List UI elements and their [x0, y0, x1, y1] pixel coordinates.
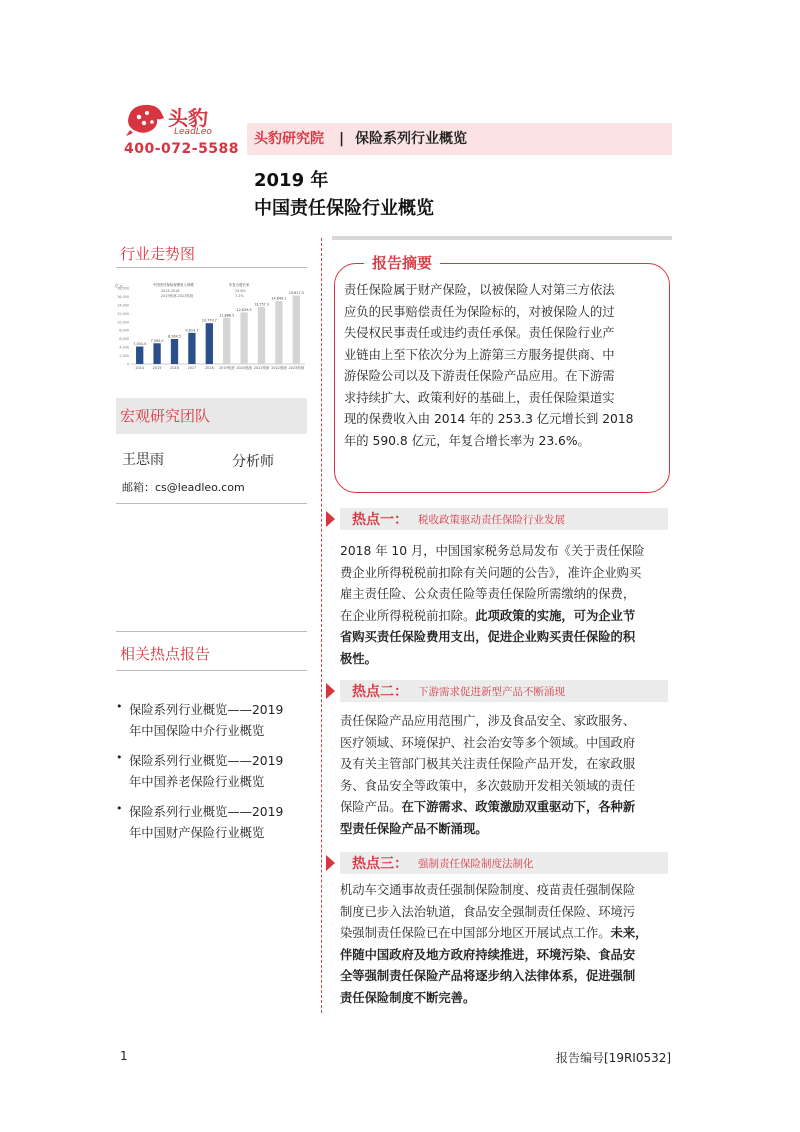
trend-heading: 行业走势图 [120, 245, 196, 263]
bar-value-label: 7,003.4 [133, 341, 147, 346]
bar-value-label: 9,614.7 [185, 328, 199, 333]
x-tick-label: 2017 [187, 366, 197, 370]
chart-bar [223, 318, 230, 364]
related-item-line1: 保险系列行业概览——2019 [129, 754, 284, 768]
chart-bar [153, 343, 160, 364]
cagr-value: 7.1% [235, 294, 244, 298]
top-rule [332, 236, 672, 240]
header-band [247, 123, 672, 155]
bar-value-label: 12,829.5 [236, 307, 252, 312]
hotspot-3-header [326, 852, 668, 874]
related-item-line2: 年中国保险中介行业概览 [129, 724, 265, 738]
chart-bar [171, 339, 178, 364]
summary-heading: 报告摘要 [364, 252, 440, 273]
hotspot-1-key: 热点一： [352, 512, 408, 528]
page-title: 中国责任保险行业概览 [254, 198, 434, 219]
chart-bar [206, 323, 213, 364]
related-item-line1: 保险系列行业概览——2019 [129, 703, 284, 717]
hotspot-2-key: 热点二： [352, 684, 408, 700]
analyst-role: 分析师 [232, 454, 274, 470]
team-band [116, 398, 307, 434]
chart-bar [275, 301, 282, 364]
cagr-value: 23.6% [235, 289, 246, 293]
chart-bar [258, 307, 265, 364]
x-tick-label: 2019预测 [218, 366, 235, 370]
header-series: 保险系列行业概览 [355, 131, 467, 147]
x-tick-label: 2020预测 [236, 366, 252, 370]
related-heading: 相关热点报告 [120, 645, 211, 663]
bar-value-label: 8,264.5 [168, 334, 181, 339]
x-tick-label: 2014 [135, 366, 145, 370]
x-tick-label: 2018 [204, 366, 214, 370]
summary-text: 责任保险属于财产保险，以被保险人对第三方依法 应负的民事赔偿责任为保险标的，对被保险人的过 失侵权民事责任或违约责任承保。责任保险行业产 业链由上至下依次分为上游第三方服务提供商、中 游保险公司以及下游责任保险产品应用。在下游需 求持续扩大、政策利好的基础上，责任保险渠道实 现的保费收入由 2014 年的 253.3 亿元增长到 2018 年的 590.8 亿元，年复合增长率为 23.6%。 [344, 283, 634, 448]
hotspot-2-subtitle: 下游需求促进新型产品不断涌现 [418, 686, 565, 698]
chart-bar [136, 346, 143, 364]
team-rule [116, 503, 307, 504]
analyst-name: 王思雨 [122, 452, 164, 468]
bar-value-label: 13,757.3 [253, 302, 270, 307]
report-number: 报告编号[19RI0532] [556, 1051, 672, 1065]
bar-value-label: 10,770.7 [201, 318, 217, 323]
bar-value-label: 14,649.1 [271, 296, 287, 301]
header-separator: | [339, 131, 345, 147]
hotspot-2-header [326, 680, 668, 702]
leopard-logo-icon [124, 100, 166, 138]
related-top-rule [116, 631, 307, 632]
bullet-icon: • [116, 751, 123, 764]
triangle-icon [326, 683, 335, 699]
y-tick-label: 18,000 [117, 286, 129, 291]
triangle-icon [326, 855, 335, 871]
hotspot-1-text: 2018 年 10 月，中国国家税务总局发布《关于责任保险 费企业所得税税前扣除有关问题的公告》，准许企业购买 雇主责任险、公众责任险等责任保险所需缴纳的保费， 在企业所得税税前扣除。此项政策的实施，可为企业节 省购买责任保险费用支出，促进企业购买责任保险的积 极性。 [340, 544, 645, 666]
related-heading-rule [116, 670, 307, 671]
column-divider [321, 238, 322, 1013]
hotspot-1-header [326, 508, 668, 530]
x-tick-label: 2023预测 [288, 366, 305, 370]
x-tick-label: 2022预测 [271, 366, 287, 370]
y-tick-label: 16,000 [117, 294, 129, 299]
x-tick-label: 2021预测 [253, 366, 270, 370]
y-tick-label: 0 [126, 362, 129, 367]
related-item[interactable] [116, 751, 316, 802]
legend-label: 中国责任保险保费收入规模 [153, 283, 194, 287]
hotspot-3-subtitle: 强制责任保险制度法制化 [418, 858, 534, 870]
legend-label: 年复合增长率 [229, 283, 250, 287]
team-heading: 宏观研究团队 [120, 407, 211, 425]
analyst-email-row [122, 479, 245, 495]
y-tick-label: 12,000 [117, 311, 129, 316]
y-tick-label: 8,000 [119, 328, 129, 333]
x-tick-label: 2015 [152, 366, 162, 370]
chart-bar [293, 296, 300, 364]
hotspot-3-text: 机动车交通事故责任强制保险制度、疫苗责任强制保险 制度已步入法治轨道，食品安全强制责任保险、环境污 染强制责任保险已在中国部分地区开展试点工作。未来， 伴随中国政府及地方政府持续推进，环境污染、食品安 全等强制责任保险产品将逐步纳入法律体系，促进强制 责任保险制度不断完善。 [340, 883, 648, 1005]
hotspot-2-text: 责任保险产品应用范围广，涉及食品安全、家政服务、 医疗领域、环境保护、社会治安等多个领域。中国政府 及有关主管部门极其关注责任保险产品开发，在家政服 务、食品安全等政策中，多次鼓励开发相关领域的责任 保险产品。在下游需求、政策激励双重驱动下，各种新 型责任保险产品不断涌现。 [340, 714, 636, 836]
email-label: 邮箱： [122, 481, 155, 494]
related-item[interactable] [116, 700, 316, 751]
chart-bar [188, 333, 195, 364]
y-tick-label: 4,000 [119, 345, 129, 350]
related-item[interactable] [116, 802, 316, 853]
brand-phone: 400-072-5588 [124, 141, 240, 157]
hotspot-3-key: 热点三： [352, 856, 408, 872]
y-tick-label: 10,000 [117, 320, 129, 325]
bar-value-label: 15,617.3 [288, 291, 304, 296]
email-link[interactable]: cs@leadleo.com [155, 481, 245, 494]
page-number: 1 [120, 1049, 128, 1063]
bar-value-label: 7,995.0 [150, 338, 164, 343]
y-tick-label: 2,000 [119, 354, 129, 359]
trend-heading-rule [116, 267, 307, 268]
y-unit-label: 亿元 [115, 283, 123, 288]
triangle-icon [326, 511, 335, 527]
chart-bar [240, 312, 247, 364]
header-institute: 头豹研究院 [254, 131, 324, 147]
brand-name-cn: 头豹 [168, 106, 208, 130]
cagr-period: 2014-2018 [161, 289, 180, 293]
related-item-line2: 年中国财产保险行业概览 [129, 826, 265, 840]
cagr-period: 2019预测-2023预测 [161, 294, 194, 298]
y-tick-label: 6,000 [119, 337, 129, 342]
y-tick-label: 14,000 [117, 303, 129, 308]
page-title-year: 2019 年 [254, 170, 329, 191]
related-list [116, 700, 316, 853]
related-item-line2: 年中国养老保险行业概览 [129, 775, 265, 789]
related-item-line1: 保险系列行业概览——2019 [129, 805, 284, 819]
x-tick-label: 2016 [170, 366, 179, 370]
brand-logo [124, 100, 224, 140]
bullet-icon: • [116, 802, 123, 815]
trend-chart [113, 280, 309, 375]
brand-name-en: LeadLeo [174, 127, 212, 137]
bullet-icon: • [116, 700, 123, 713]
bar-value-label: 11,888.5 [219, 313, 235, 318]
hotspot-1-subtitle: 税收政策驱动责任保险行业发展 [418, 514, 565, 526]
